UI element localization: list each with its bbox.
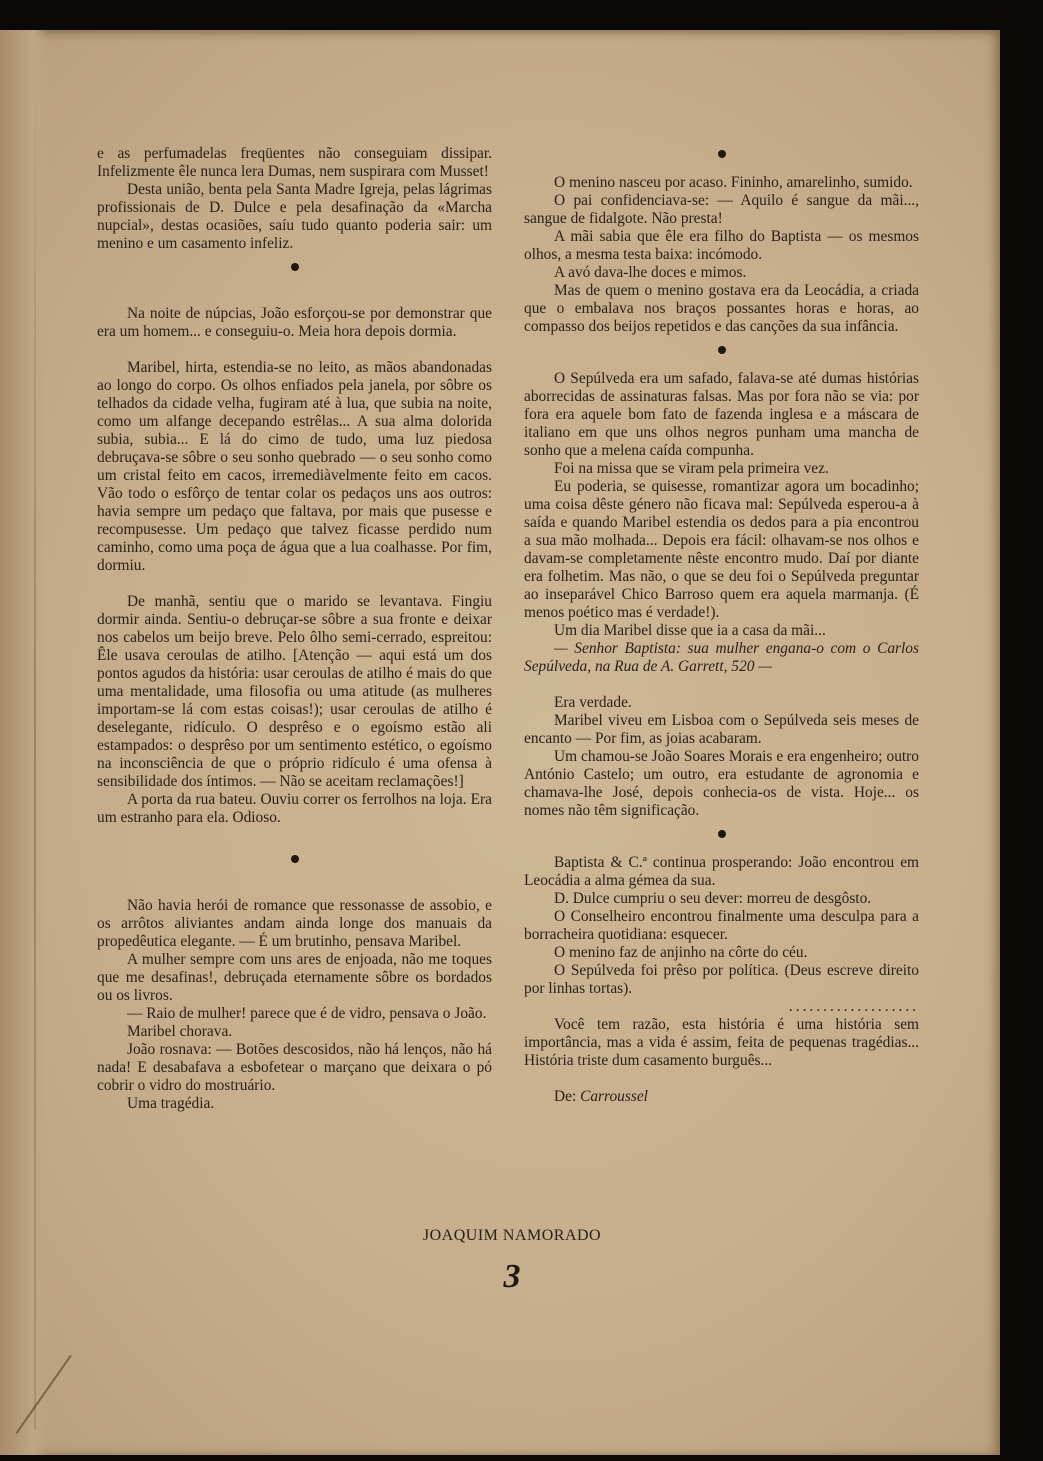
paragraph: — Raio de mulher! parece que é de vidro, pensava o João. (127, 1005, 487, 1022)
section-bullet (524, 342, 919, 360)
right-column (524, 140, 919, 1106)
paragraph: João rosnava: — Botões descosidos, não há lenços, não há nada! E desabafava a esbofetear o marçano que deixara o pó cobrir o vidro do mostruário. (97, 1041, 492, 1094)
paragraph: Mas de quem o menino gostava era da Leocádia, a criada que o embalava nos braços possantes horas e horas, ao compasso dos beijos repetidos e das canções da sua infância. (524, 282, 919, 335)
paragraph: e as perfumadelas freqüentes não conseguiam dissipar. Infelizmente êle nunca lera Dumas, nem suspirara com Musset! (97, 145, 492, 180)
paragraph: De manhã, sentiu que o marido se levantava. Fingiu dormir ainda. Sentiu-o debruçar-se sôbre a sua fronte e deixar nos cabelos um beijo breve. Pelo ôlho semi-cerrado, espreitou: Êle usava ceroulas de atilho. [Atenção — aqui está um dos pontos agudos da história: usar ceroulas de atilho é mais do que uma mentalidade, uma filosofia ou uma atitude (as mulheres importam-se lá com estas coisas!); usar ceroulas de atilho é deselegante, ridículo. O desprêso e o egoísmo estão ali estampados: o desprêso por um sentimento estético, o egoísmo na inconsciência de que o próprio ridículo é uma ofensa à sensibilidade dos íntimos. — Não se aceitam reclamações!] (97, 593, 492, 790)
paragraph: Um dia Maribel disse que ia a casa da mãi... (554, 622, 826, 639)
source-credit (524, 1088, 919, 1106)
section-bullet (524, 146, 919, 164)
paragraph: O Sepúlveda foi prêso por política. (Deus escreve direito por linhas tortas). (524, 962, 919, 997)
paper-crease (16, 1355, 72, 1434)
page-fold (34, 50, 36, 1430)
paragraph: A avó dava-lhe doces e mimos. (554, 264, 747, 281)
section-bullet (97, 851, 492, 869)
paragraph: O menino faz de anjinho na côrte do céu. (554, 944, 808, 961)
paragraph: O Conselheiro encontrou finalmente uma desculpa para a borracheira quotidiana: esquecer. (524, 908, 919, 943)
paragraph: Baptista & C.ª continua prosperando: João encontrou em Leocádia a alma gémea da sua. (524, 854, 919, 889)
page-number: 3 (503, 1258, 521, 1295)
paragraph: D. Dulce cumpriu o seu dever: morreu de desgôsto. (554, 890, 872, 907)
paragraph: Maribel, hirta, estendia-se no leito, as mãos abandonadas ao longo do corpo. Os olhos enfiados pela janela, por sôbre os telhados da cidade velha, fugiram até à lua, que subia na noite, como um alfange decepando estrêlas... A sua alma dolorida subia, subia... E lá do cimo de tudo, uma luz piedosa debruçava-se sôbre o seu sonho quebrado — o seu sonho como um cristal feito em cacos, irremediàvelmente feito em cacos. Vão todo o esfôrço de tentar colar os pedaços uns aos outros: havia sempre um pedaço que faltava, por mais que pusesse e recompusesse. Um pedaço que talvez ficasse perdido num caminho, como uma poça de água que a lua coalhasse. Por fim, dormiu. (97, 359, 492, 574)
source-name: Carroussel (580, 1088, 648, 1105)
paragraph: Eu poderia, se quisesse, romantizar agora um bocadinho; uma coisa dêste género não ficava mal: Sepúlveda esperou-a à saída e quando Maribel estendia os dedos para a pia encontrou a sua mão molhada... Depois era fácil: olhavam-se nos olhos e davam-se completamente nêste encontro mudo. Daí por diante era folhetim. Mas não, o que se deu foi o Sepúlveda preguntar ao inseparável Chico Barroso quem era aquela marmanja. (É menos poético mas é verdade!). (524, 478, 919, 621)
section-bullet (97, 259, 492, 277)
paragraph: A mãi sabia que êle era filho do Baptista — os mesmos olhos, a mesma testa baixa: incómodo. (524, 228, 919, 263)
scan-border (0, 0, 1043, 30)
paragraph: A porta da rua bateu. Ouviu correr os ferrolhos na loja. Era um estranho para ela. Odioso. (97, 791, 492, 826)
paragraph: Maribel viveu em Lisboa com o Sepúlveda seis meses de encanto — Por fim, as joias acabaram. (524, 712, 919, 747)
dotted-separator: ................... (788, 998, 919, 1015)
paragraph: Era verdade. (554, 694, 632, 711)
anonymous-note: — Senhor Baptista: sua mulher engana-o com o Carlos Sepúlveda, na Rua de A. Garrett, 520 — (524, 640, 919, 675)
left-column (97, 145, 492, 1113)
paragraph: Uma tragédia. (127, 1095, 215, 1112)
paragraph: Você tem razão, esta história é uma história sem importância, mas a vida é assim, feita de pequenas tragédias... História triste dum casamento burguês... (524, 1016, 919, 1069)
author-signature: JOAQUIM NAMORADO (422, 1227, 602, 1244)
paragraph: Na noite de núpcias, João esforçou-se por demonstrar que era um homem... e conseguiu-o. Meia hora depois dormia. (97, 305, 492, 340)
paragraph: O pai confidenciava-se: — Aquilo é sangue da mãi..., sangue de fidalgote. Não presta! (524, 192, 919, 227)
paragraph: Desta união, benta pela Santa Madre Igreja, pelas lágrimas profissionais de D. Dulce e pela desafinação da «Marcha nupcial», destas ocasiões, saíu tudo quanto poderia sair: um menino e um casamento infeliz. (97, 181, 492, 252)
paragraph: O Sepúlveda era um safado, falava-se até dumas histórias aborrecidas de assinaturas falsas. Mas por fora não se via: por fora era aquele bom fato de fazenda inglesa e a máscara de italiano em que uns olhos negros punham uma mancha de sonho que a melena caída compunha. (524, 370, 919, 459)
section-bullet (524, 826, 919, 844)
paragraph: Não havia herói de romance que ressonasse de assobio, e os arrôtos aliviantes andam ainda longe dos manuais da propedêutica elegante. — É um brutinho, pensava Maribel. (97, 897, 492, 950)
paragraph: O menino nasceu por acaso. Fininho, amarelinho, sumido. (554, 174, 913, 191)
paragraph: Um chamou-se João Soares Morais e era engenheiro; outro António Castelo; um outro, era estudante de agronomia e chamava-lhe José, depois conhecia-os de vista. Hoje... os nomes não têm significação. (524, 748, 919, 819)
source-label: De: (554, 1088, 577, 1105)
paragraph: A mulher sempre com uns ares de enjoada, não me toques que me desafinas!, debruçada eternamente sôbre os bordados ou os livros. (97, 951, 492, 1004)
paragraph: Foi na missa que se viram pela primeira vez. (554, 460, 829, 477)
paragraph: Maribel chorava. (127, 1023, 233, 1040)
